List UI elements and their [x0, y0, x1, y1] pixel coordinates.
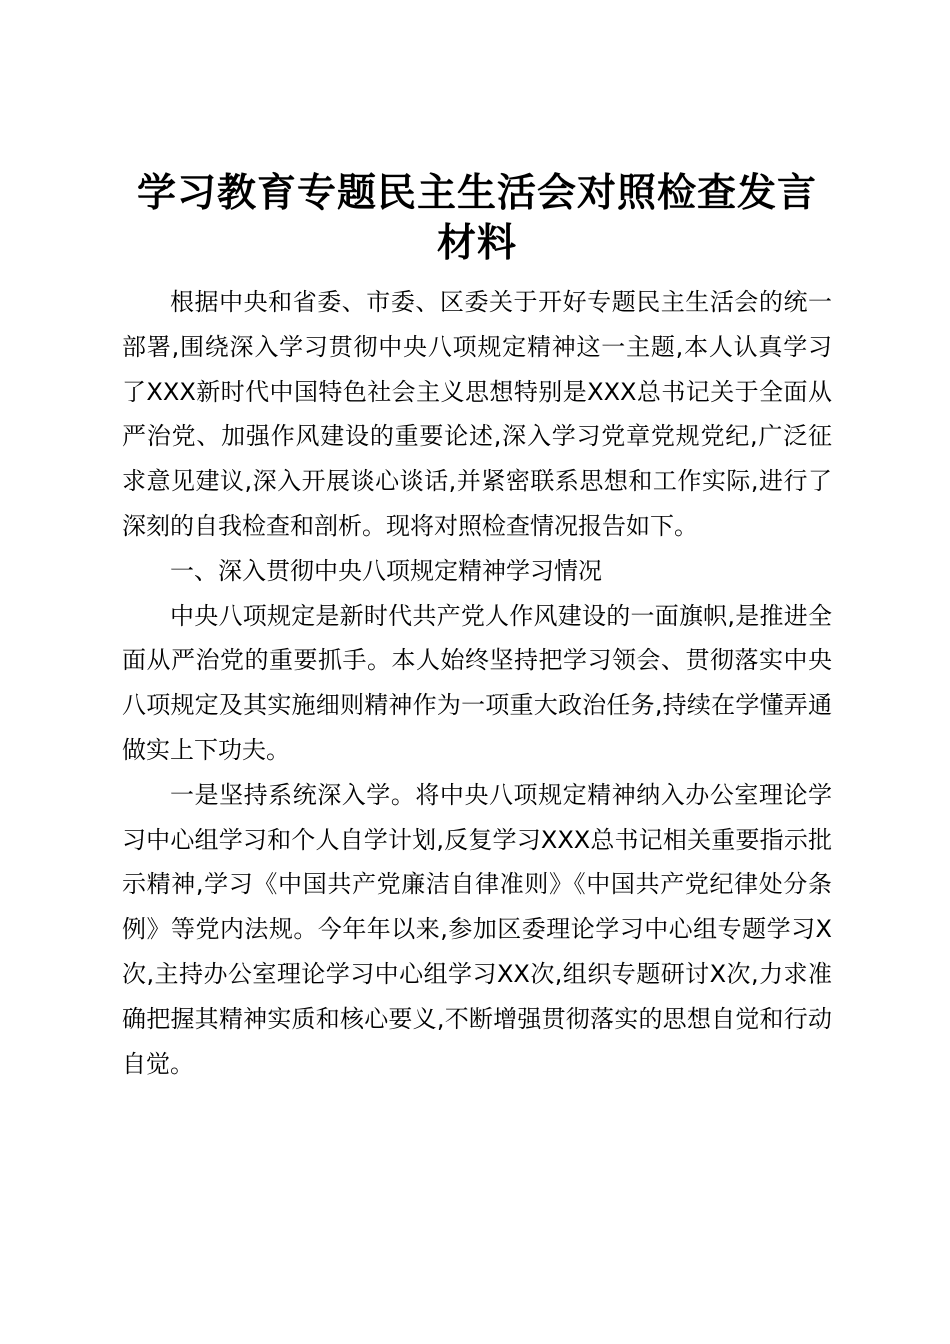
document-page [122, 168, 832, 1086]
section-heading: 一、深入贯彻中央八项规定精神学习情况 [170, 556, 602, 585]
intro-paragraph: 根据中央和省委、市委、区委关于开好专题民主生活会的统一部署,围绕深入学习贯彻中央八项规定精神这一主题,本人认真学习了XXX新时代中国特色社会主义思想特别是XXX总书记关于全面从严治党、加强作风建设的重要论述,深入学习党章党规党纪,广泛征求意见建议,深入开展谈心谈话,并紧密联系思想和工作实际,进行了深刻的自我检查和剖析。现将对照检查情况报告如下。 [122, 288, 832, 540]
document-title: 学习教育专题民主生活会对照检查发言材料 [136, 170, 817, 266]
body-paragraph: 中央八项规定是新时代共产党人作风建设的一面旗帜,是推进全面从严治党的重要抓手。本人始终坚持把学习领会、贯彻落实中央八项规定及其实施细则精神作为一项重大政治任务,持续在学懂弄通做实上下功夫。 [122, 601, 832, 764]
body-paragraph: 一是坚持系统深入学。将中央八项规定精神纳入办公室理论学习中心组学习和个人自学计划,反复学习XXX总书记相关重要指示批示精神,学习《中国共产党廉洁自律准则》《中国共产党纪律处分条例》等党内法规。今年年以来,参加区委理论学习中心组专题学习X次,主持办公室理论学习中心组学习XX次,组织专题研讨X次,力求准确把握其精神实质和核心要义,不断增强贯彻落实的思想自觉和行动自觉。 [122, 780, 832, 1078]
document-body [122, 280, 832, 1086]
